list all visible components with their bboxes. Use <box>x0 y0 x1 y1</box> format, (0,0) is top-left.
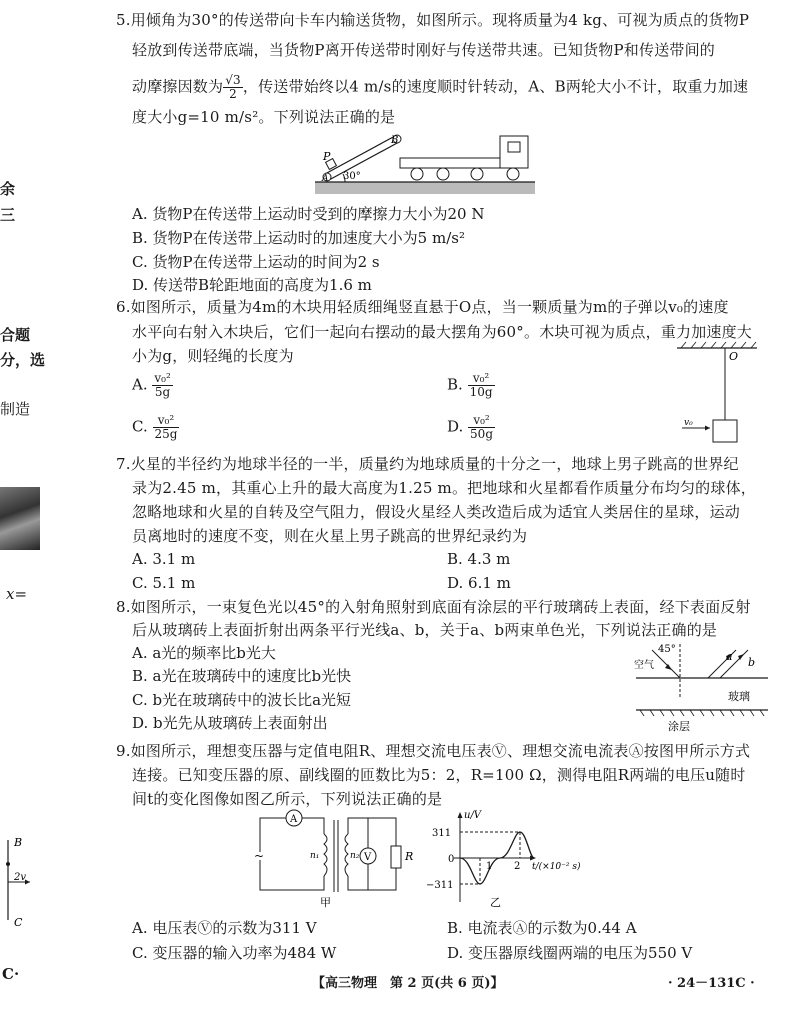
tick-neg-311: −311 <box>426 880 454 891</box>
tick-2: 2 <box>514 861 521 872</box>
y-axis-label: u/V <box>464 810 482 821</box>
mu-fraction: $\frac{√3}{2}$ <box>225 73 241 101</box>
label-air: 空气 <box>634 660 654 671</box>
label-o: O <box>729 350 739 363</box>
label-p: P <box>323 150 331 163</box>
label-v0: v₀ <box>684 418 693 428</box>
question-text: 后从玻璃砖上表面折射出两条平行光线a、b，关于a、b两束单色光，下列说法正确的是 <box>132 621 718 639</box>
question-text: 8.如图所示，一束复色光以45°的入射角照射到底面有涂层的平行玻璃砖上表面，经下表面反射 <box>116 598 751 616</box>
margin-fragment: 三 <box>0 206 16 224</box>
page-code: · 24－131C · <box>668 976 755 991</box>
question-text: 连接。已知变压器的原、副线圈的匝数比为5：2，R=100 Ω，测得电阻R两端的电压u随时 <box>132 766 746 784</box>
margin-fragment: 合题 <box>0 326 31 344</box>
question-text: 录为2.45 m，其重心上升的最大高度为1.25 m。把地球和火星都看作质量分布均匀的球体， <box>132 479 756 497</box>
label-angle: 30° <box>343 171 361 182</box>
label-n2: n₂ <box>350 851 360 861</box>
margin-fragment: 分，选 <box>0 351 46 369</box>
option-c: C. 5.1 m <box>132 574 196 592</box>
margin-fragment: C· <box>2 965 20 983</box>
transformer-circuit-figure <box>250 806 420 910</box>
margin-fragment: 余 <box>0 180 16 198</box>
label-c: C <box>14 916 23 929</box>
option-d: D. 6.1 m <box>447 574 511 592</box>
question-text: 7.火星的半径约为地球半径的一半，质量约为地球质量的十分之一，地球上男子跳高的世界纪 <box>116 455 739 473</box>
question-text: 小为g，则轻绳的长度为 <box>132 347 294 365</box>
question-text: 动摩擦因数为 $\frac{√3}{2}$ ，传送带始终以4 m/s的速度顺时针转动，A、B两轮大小不计，取重力加速 <box>132 73 749 101</box>
glass-brick-figure <box>628 638 778 734</box>
label-r: R <box>405 850 414 863</box>
figure-jia-caption: 甲 <box>320 896 331 909</box>
question-text: 忽略地球和火星的自转及空气阻力，假设火星经人类改造后成为适宜人类居住的星球，运动 <box>132 503 741 521</box>
label-a: a <box>726 650 733 663</box>
question-text: 员离地时的速度不变，则在火星上男子跳高的世界纪录约为 <box>132 527 528 545</box>
label-b: B <box>14 836 23 849</box>
conveyor-truck-figure <box>305 130 545 200</box>
option-d: D. b光先从玻璃砖上表面射出 <box>132 714 328 732</box>
option-d: D. $\frac{\text{v₀²}}{50g}$ <box>447 413 493 441</box>
label-b: b <box>748 656 756 669</box>
tick-1: 1 <box>486 861 493 872</box>
question-text: 度大小g=10 m/s²。下列说法正确的是 <box>132 108 396 126</box>
option-a: A. 货物P在传送带上运动时受到的摩擦力大小为20 N <box>132 205 485 223</box>
label-b: B <box>391 135 399 146</box>
question-text: 5.用倾角为30°的传送带向卡车内输送货物，如图所示。现将质量为4 kg、可视为质点的货物P <box>116 11 750 29</box>
tick-311: 311 <box>432 828 452 839</box>
label-angle: 45° <box>658 644 676 655</box>
question-text: 水平向右射入木块后，它们一起向右摆动的最大摆角为60°。木块可视为质点，重力加速度大 <box>132 323 752 341</box>
option-a: A. $\frac{\text{v₀²}}{5g}$ <box>132 371 171 399</box>
option-c: C. b光在玻璃砖中的波长比a光短 <box>132 691 352 709</box>
option-b: B. a光在玻璃砖中的速度比b光快 <box>132 667 352 685</box>
option-b: B. 货物P在传送带上运动时的加速度大小为5 m/s² <box>132 229 465 247</box>
ammeter-label: A <box>290 814 298 825</box>
option-c: C. 变压器的输入功率为484 W <box>132 944 337 962</box>
question-text: 6.如图所示，质量为4m的木块用轻质细绳竖直悬于O点，当一颗质量为m的子弹以v₀的速度 <box>116 298 729 316</box>
voltmeter-label: V <box>364 852 372 863</box>
option-a: A. 3.1 m <box>132 550 196 568</box>
option-b: B. 电流表Ⓐ的示数为0.44 A <box>447 919 637 937</box>
option-c: C. 货物P在传送带上运动的时间为2 s <box>132 253 380 271</box>
margin-fragment: 制造 <box>0 400 31 418</box>
margin-fragment: x= <box>6 585 28 603</box>
margin-photo-fragment <box>0 487 40 550</box>
label-2v: 2v <box>14 872 27 883</box>
page-footer: 【高三物理 第 2 页(共 6 页)】 <box>312 976 504 991</box>
option-a: A. 电压表Ⓥ的示数为311 V <box>132 919 317 937</box>
option-b: B. 4.3 m <box>447 550 511 568</box>
figure-yi-caption: 乙 <box>490 896 501 909</box>
pendulum-figure <box>672 340 762 450</box>
question-text: 轻放到传送带底端，当货物P离开传送带时刚好与传送带共速。已知货物P和传送带间的 <box>132 41 715 59</box>
left-margin-figure <box>0 830 40 930</box>
option-b: B. $\frac{\text{v₀²}}{10g}$ <box>447 371 493 399</box>
question-text: 9.如图所示，理想变压器与定值电阻R、理想交流电压表Ⓥ、理想交流电流表Ⓐ按图甲所示方式 <box>116 742 751 760</box>
label-coating: 涂层 <box>668 720 690 733</box>
option-d: D. 变压器原线圈两端的电压为550 V <box>447 944 693 962</box>
x-axis-label: t/(×10⁻² s) <box>532 862 581 872</box>
question-text: 间t的变化图像如图乙所示，下列说法正确的是 <box>132 790 443 808</box>
label-a: A <box>322 174 329 184</box>
option-c: C. $\frac{\text{v₀²}}{25g}$ <box>132 413 178 441</box>
label-glass: 玻璃 <box>728 690 750 703</box>
ac-source-label: ~ <box>254 849 265 863</box>
label-n1: n₁ <box>310 851 320 861</box>
voltage-time-graph <box>424 806 594 910</box>
option-d: D. 传送带B轮距地面的高度为1.6 m <box>132 276 372 294</box>
option-a: A. a光的频率比b光大 <box>132 644 276 662</box>
tick-0: 0 <box>448 854 455 865</box>
